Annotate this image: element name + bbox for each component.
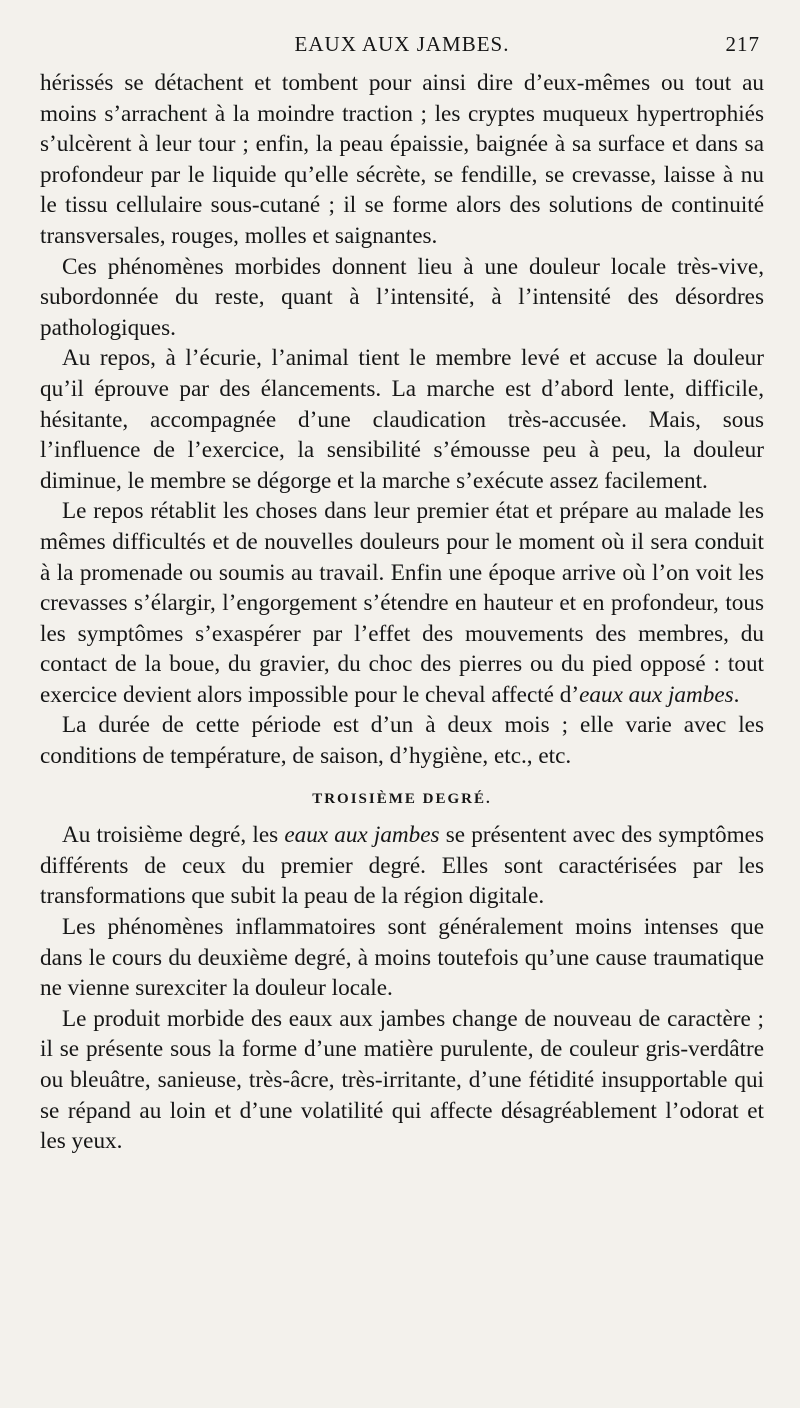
paragraph-text: Les phénomènes inflammatoires sont généralement moins intenses que dans le cours du deuxième degré, à moins toutefois qu’une cause traumatique ne vienne surexciter la douleur locale. [40,914,764,1002]
running-title: EAUX AUX JAMBES. [294,32,510,56]
paragraph-text: La durée de cette période est d’un à deux mois ; elle varie avec les conditions de température, de saison, d’hygiène, etc., etc. [40,712,764,770]
paragraph-p6 [40,820,764,912]
paragraph-p1 [40,68,764,252]
paragraph-text: Le produit morbide des eaux aux jambes change de nouveau de caractère ; il se présente sous la forme d’une matière purulente, de couleur gris-verdâtre ou bleuâtre, sanieuse, très-âcre, très-irritante, d’une fétidité insupportable qui se répand au loin et d’une volatilité qui affecte désagréablement l’odorat et les yeux. [40,1005,764,1155]
paragraph-p4 [40,496,764,710]
paragraph-text: Ces phénomènes morbides donnent lieu à une douleur locale très-vive, subordonnée du reste, quant à l’intensité, à l’intensité des désordres pathologiques. [40,253,764,341]
paragraph-p7 [40,912,764,1004]
page-number: 217 [725,32,760,56]
italic-term: eaux aux jambes [579,681,734,708]
section-heading: TROISIÈME DEGRÉ. [312,790,492,807]
paragraph-p2 [40,252,764,344]
paragraph-text: hérissés se détachent et tombent pour ainsi dire d’eux-mêmes ou tout au moins s’arrachent à la moindre traction ; les cryptes muqueux hypertrophiés s’ulcèrent à leur tour ; enfin, la peau épaissie, baignée à sa surface et dans sa profondeur par le liquide qu’elle sécrète, se fendille, se crevasse, laisse à nu le tissu cellulaire sous-cutané ; il se forme alors des solutions de continuité transversales, rouges, molles et saignantes. [40,70,764,249]
paragraph-text: Au troisième degré, les [62,822,285,849]
paragraphs-before-section [40,68,764,772]
paragraph-text: se présentent avec des symptômes différents de ceux du premier degré. Elles sont caractérisées par les transformations que subit la peau de la région digitale. [40,822,764,910]
paragraph-p8 [40,1004,764,1157]
italic-term: eaux aux jambes [284,822,440,849]
paragraph-text: Le repos rétablit les choses dans leur premier état et prépare au malade les mêmes difficultés et de nouvelles douleurs pour le moment où il sera conduit à la promenade ou soumis au travail. Enfin une époque arrive où l’on voit les crevasses s’élargir, l’engorgement s’étendre en hauteur et en profondeur, tous les symptômes s’exaspérer par l’effet des mouvements des membres, du contact de la boue, du gravier, du choc des pierres ou du pied opposé : tout exercice devient alors impossible pour le cheval affecté d’ [40,498,764,708]
paragraph-text: Au repos, à l’écurie, l’animal tient le membre levé et accuse la douleur qu’il éprouve par des élancements. La marche est d’abord lente, difficile, hésitante, accompagnée d’une claudication très-accusée. Mais, sous l’influence de l’exercice, la sensibilité s’émousse peu à peu, la douleur diminue, le membre se dégorge et la marche s’exécute assez facilement. [40,345,764,494]
paragraph-p3 [40,343,764,496]
body-text [40,68,764,1157]
paragraphs-after-section [40,820,764,1157]
paragraph-text: . [733,681,740,708]
running-head [40,28,764,68]
paragraph-p5 [40,710,764,771]
